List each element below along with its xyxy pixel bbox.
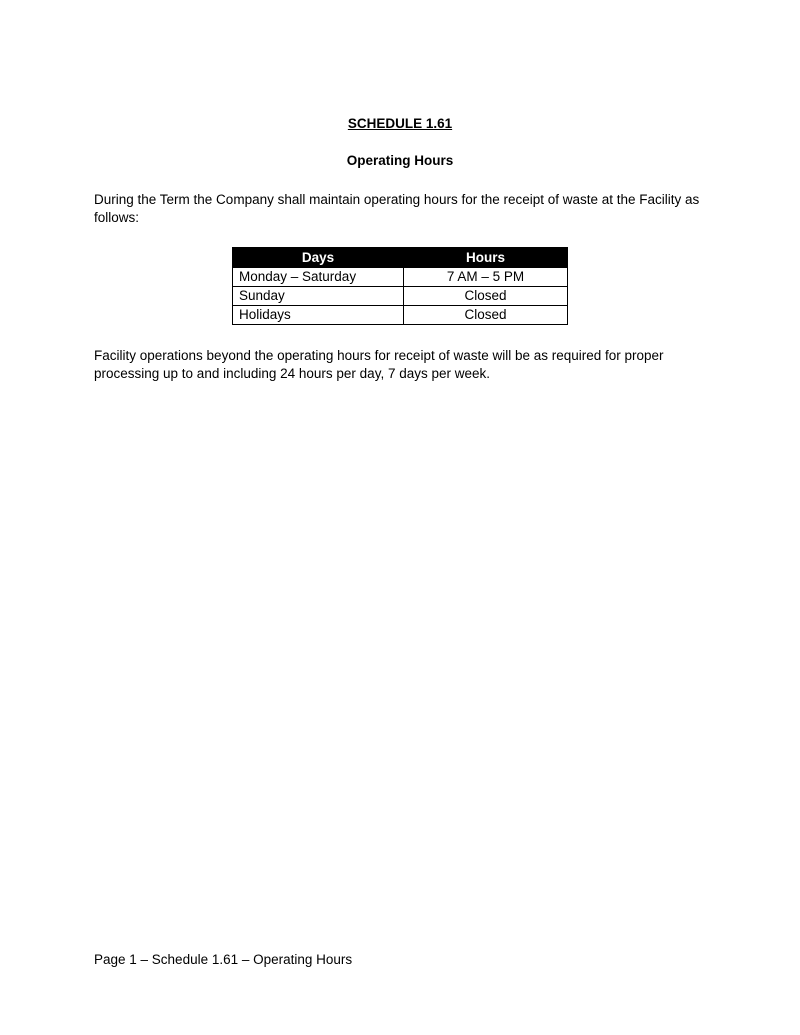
schedule-title: SCHEDULE 1.61 bbox=[347, 116, 453, 131]
day-cell: Sunday bbox=[233, 287, 404, 306]
hours-cell: Closed bbox=[404, 287, 568, 306]
hours-cell: 7 AM – 5 PM bbox=[404, 268, 568, 287]
column-header-hours: Hours bbox=[404, 248, 568, 268]
table-header-row bbox=[233, 248, 568, 268]
column-header-days: Days bbox=[233, 248, 404, 268]
table-row bbox=[233, 287, 568, 306]
day-cell: Monday – Saturday bbox=[233, 268, 404, 287]
table-row bbox=[233, 306, 568, 325]
intro-paragraph: During the Term the Company shall maintain operating hours for the receipt of waste at the Facility as follows: bbox=[94, 192, 700, 225]
page-subtitle: Operating Hours bbox=[346, 153, 454, 168]
table-row bbox=[233, 268, 568, 287]
page-footer: Page 1 – Schedule 1.61 – Operating Hours bbox=[94, 952, 353, 967]
hours-cell: Closed bbox=[404, 306, 568, 325]
operating-hours-table bbox=[232, 247, 568, 325]
day-cell: Holidays bbox=[233, 306, 404, 325]
closing-paragraph: Facility operations beyond the operating hours for receipt of waste will be as required for proper processing up to and including 24 hours per day, 7 days per week. bbox=[94, 348, 664, 381]
